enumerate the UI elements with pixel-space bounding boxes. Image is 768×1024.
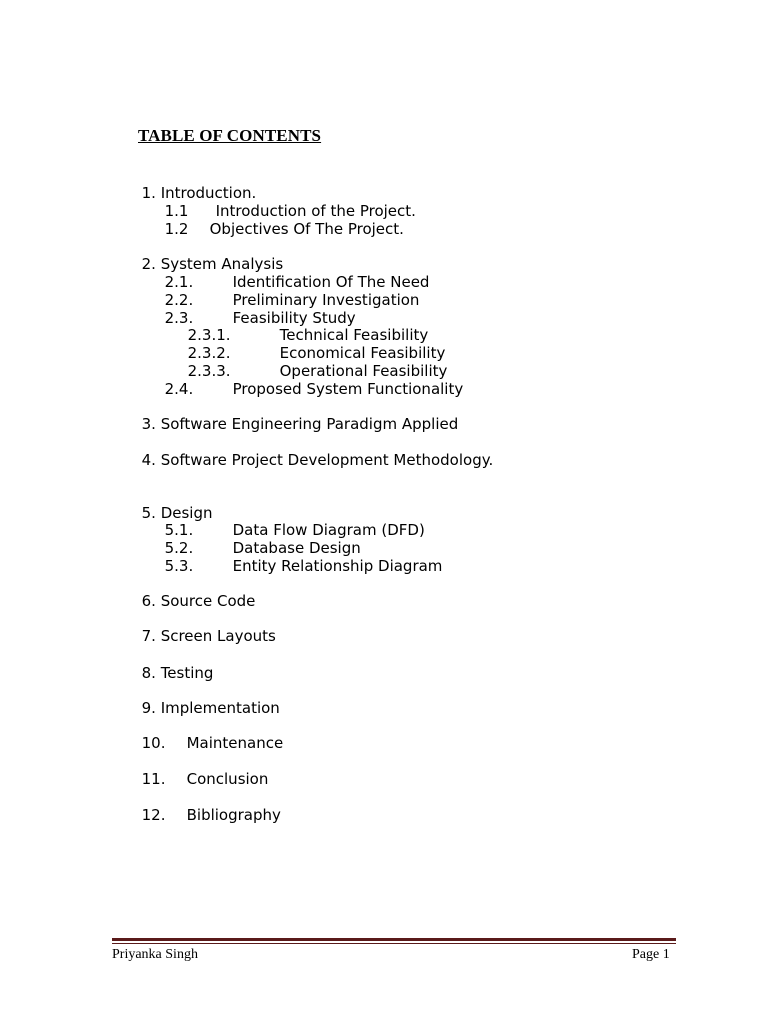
toc-title: TABLE OF CONTENTS	[138, 126, 322, 145]
toc-entry-text: Bibliography	[186, 806, 281, 824]
toc-entry-text: Preliminary Investigation	[232, 291, 420, 309]
toc-entry-text: Proposed System Functionality	[232, 380, 464, 398]
footer-page-number: Page 1	[632, 947, 670, 962]
toc-entry-number: 1. Introduction.	[141, 184, 257, 202]
toc-entry-number: 5.3.	[164, 557, 194, 575]
toc-entry-text: Conclusion	[186, 770, 269, 788]
toc-entry-text: Feasibility Study	[232, 309, 356, 327]
toc-entry-text: Economical Feasibility	[279, 344, 446, 362]
toc-entry-number: 2.3.	[164, 309, 194, 327]
footer-divider-thin	[112, 943, 676, 944]
toc-entry-text: Operational Feasibility	[279, 362, 448, 380]
toc-entry-text: Introduction of the Project.	[215, 202, 416, 220]
toc-entry-number: 8. Testing	[141, 664, 214, 682]
toc-entry-number: 1.2	[164, 220, 189, 238]
toc-entry-number: 2.3.3.	[187, 362, 231, 380]
toc-entry-number: 11.	[141, 770, 166, 788]
footer-author: Priyanka Singh	[112, 947, 198, 962]
toc-entry	[113, 433, 493, 487]
toc-entry-number: 2.1.	[164, 273, 194, 291]
toc-entry-number: 2.3.2.	[187, 344, 231, 362]
toc-entry-number: 6. Source Code	[141, 592, 256, 610]
toc-entry-number: 1.1	[164, 202, 189, 220]
toc-entry-number: 12.	[141, 806, 166, 824]
toc-entry-number: 2.4.	[164, 380, 194, 398]
toc-entry-number: 3. Software Engineering Paradigm Applied	[141, 415, 459, 433]
toc-entry-number: 5.2.	[164, 539, 194, 557]
toc-entry-number: 2. System Analysis	[141, 255, 284, 273]
toc-entry-text: Database Design	[232, 539, 361, 557]
toc-entry-text: Identification Of The Need	[232, 273, 430, 291]
toc-entry-number: 4. Software Project Development Methodology.	[141, 451, 494, 469]
toc-entry-number: 10.	[141, 734, 166, 752]
toc-entry-number: 5. Design	[141, 504, 213, 522]
toc-entry-text: Technical Feasibility	[279, 326, 429, 344]
toc-entry-number: 5.1.	[164, 521, 194, 539]
toc-entry-number: 7. Screen Layouts	[141, 627, 276, 645]
toc-entry-number: 2.3.1.	[187, 326, 231, 344]
toc-entry-text: Data Flow Diagram (DFD)	[232, 521, 425, 539]
toc-entry-number: 2.2.	[164, 291, 194, 309]
toc-entry-text: Objectives Of The Project.	[209, 220, 404, 238]
footer-divider	[112, 938, 676, 941]
toc-entry-title	[158, 788, 281, 842]
toc-entry-text: Entity Relationship Diagram	[232, 557, 443, 575]
toc-entry-number: 9. Implementation	[141, 699, 280, 717]
toc-entry-text: Maintenance	[186, 734, 284, 752]
